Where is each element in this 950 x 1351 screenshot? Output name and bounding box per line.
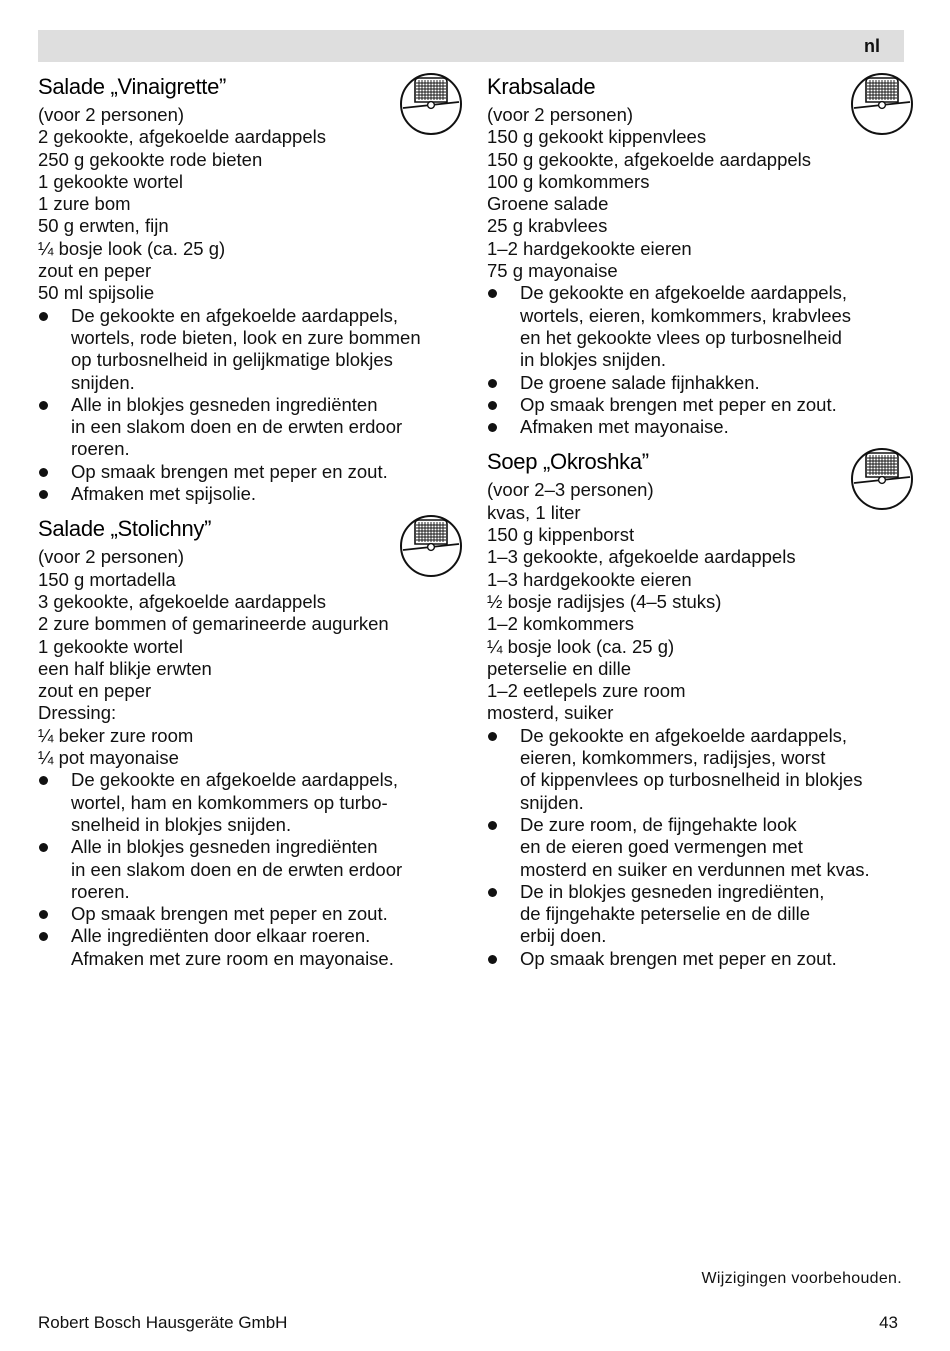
ingredient-list [38,546,463,769]
language-header-bar [38,30,904,62]
step-list [487,725,912,970]
bullet-icon [39,401,48,410]
step-text: De in blokjes gesneden ingrediënten, de fijngehakte peterselie en de dille erbij doen. [520,880,825,947]
recipe-stolichny [38,514,463,970]
bullet-icon [39,776,48,785]
ingredient-line: Dressing: [38,702,117,724]
bullet-icon [39,312,48,321]
ingredient-line: 1–3 hardgekookte eieren [487,568,692,590]
bullet-icon [488,379,497,388]
dicing-disc-icon [399,72,463,136]
ingredient-line: 50 ml spijsolie [38,282,155,304]
step-item [38,394,463,461]
bullet-icon [39,910,48,919]
step-item [38,305,463,394]
step-item [38,903,463,925]
ingredient-line: 75 g mayonaise [487,260,618,282]
ingredient-line: mosterd, suiker [487,702,614,724]
ingredient-line: 25 g krabvlees [487,215,608,237]
dicing-disc-icon [850,447,914,511]
bullet-icon [488,423,497,432]
step-item [487,948,912,970]
page-number: 43 [879,1313,898,1332]
step-item [38,483,463,505]
step-item [487,372,912,394]
bullet-icon [39,468,48,477]
footer-company: Robert Bosch Hausgeräte GmbH [38,1313,288,1332]
ingredient-line: 150 g kippenborst [487,524,635,546]
step-item [487,282,912,371]
ingredient-line: ¼ pot mayonaise [38,747,179,769]
bullet-icon [488,732,497,741]
ingredient-line: ¼ bosje look (ca. 25 g) [38,237,226,259]
left-column [38,72,463,979]
step-list [38,305,463,506]
bullet-icon [488,888,497,897]
step-item [38,461,463,483]
bullet-icon [39,843,48,852]
ingredient-list [487,104,912,282]
step-text: De gekookte en afgekoelde aardappels, eieren, komkommers, radijsjes, worst of kippenvlees op turbosnelheid in blokjes snijden. [520,724,863,813]
ingredient-line: 3 gekookte, afgekoelde aardappels [38,590,326,612]
ingredient-line: (voor 2 personen) [487,104,634,125]
ingredient-line: ¼ bosje look (ca. 25 g) [487,635,675,657]
ingredient-line: 150 g mortadella [38,568,176,590]
step-item [487,814,912,881]
step-item [38,836,463,903]
ingredient-line: zout en peper [38,680,152,702]
step-text: Op smaak brengen met peper en zout. [520,393,837,415]
dicing-disc-icon [399,514,463,578]
step-text: Afmaken met spijsolie. [71,483,257,505]
ingredient-line: zout en peper [38,260,152,282]
ingredient-line: 50 g erwten, fijn [38,215,169,237]
ingredient-list [487,479,912,724]
ingredient-line: 1 gekookte wortel [38,635,184,657]
ingredient-line: 150 g gekookt kippenvlees [487,126,707,148]
step-item [38,925,463,970]
ingredient-line: ¼ beker zure room [38,724,194,746]
ingredient-line: een half blikje erwten [38,657,212,679]
step-text: Afmaken met mayonaise. [520,416,729,438]
step-text: Op smaak brengen met peper en zout. [71,460,388,482]
recipe-title: Krabsalade [487,74,596,99]
step-text: De gekookte en afgekoelde aardappels, wortels, rode bieten, look en zure bommen op turbosnelheid in gelijkmatige blokjes snijden. [71,304,421,393]
ingredient-line: 1–3 gekookte, afgekoelde aardappels [487,546,796,568]
ingredient-line: 2 zure bommen of gemarineerde augurken [38,613,389,635]
step-item [487,725,912,814]
step-text: De groene salade fijnhakken. [520,371,760,393]
bullet-icon [39,490,48,499]
step-text: Op smaak brengen met peper en zout. [71,903,388,925]
bullet-icon [488,955,497,964]
ingredient-line: 250 g gekookte rode bieten [38,148,263,170]
ingredient-line: 1–2 eetlepels zure room [487,680,686,702]
bullet-icon [488,401,497,410]
ingredient-line: 1 zure bom [38,193,131,215]
recipe-title: Salade „Stolichny” [38,516,212,542]
step-text: De gekookte en afgekoelde aardappels, wortel, ham en komkommers op turbo- snelheid in blokjes snijden. [71,769,399,835]
recipe-title: Salade „Vinaigrette” [38,74,227,99]
step-item [487,881,912,948]
ingredient-line: (voor 2–3 personen) [487,479,654,501]
ingredient-line: (voor 2 personen) [38,546,185,568]
ingredient-line: Groene salade [487,193,609,215]
step-item [38,769,463,836]
step-text: De gekookte en afgekoelde aardappels, wortels, eieren, komkommers, krabvlees en het gekookte vlees op turbosnelheid in blokjes snijden. [520,282,852,371]
ingredient-line: 1–2 hardgekookte eieren [487,237,692,259]
recipe-vinaigrette [38,72,463,505]
step-text: Op smaak brengen met peper en zout. [520,947,837,969]
language-code: nl [864,36,880,56]
step-list [487,282,912,438]
bullet-icon [488,289,497,298]
ingredient-line: kvas, 1 liter [487,501,581,523]
ingredient-line: 150 g gekookte, afgekoelde aardappels [487,148,812,170]
ingredient-line: peterselie en dille [487,657,631,679]
bullet-icon [39,932,48,941]
ingredient-line: 1–2 komkommers [487,613,635,635]
step-text: Alle ingrediënten door elkaar roeren. Afmaken met zure room en mayonaise. [71,925,394,969]
dicing-disc-icon [850,72,914,136]
ingredient-line: ½ bosje radijsjes (4–5 stuks) [487,590,722,612]
right-column [487,72,912,979]
step-list [38,769,463,970]
ingredient-line: (voor 2 personen) [38,104,185,125]
recipe-title: Soep „Okroshka” [487,449,649,475]
step-text: Alle in blokjes gesneden ingrediënten in een slakom doen en de erwten erdoor roeren. [71,393,403,460]
recipe-okroshka [487,447,912,970]
step-text: Alle in blokjes gesneden ingrediënten in een slakom doen en de erwten erdoor roeren. [71,836,403,902]
step-text: De zure room, de fijngehakte look en de eieren goed vermengen met mosterd en suiker en verdunnen met kvas. [520,813,870,880]
step-item [487,394,912,416]
ingredient-line: 1 gekookte wortel [38,170,184,192]
step-item [487,416,912,438]
ingredient-line: 100 g komkommers [487,170,650,192]
recipe-krabsalade [487,72,912,438]
footer-note: Wijzigingen voorbehouden. [701,1270,902,1287]
ingredient-line: 2 gekookte, afgekoelde aardappels [38,126,326,148]
bullet-icon [488,821,497,830]
